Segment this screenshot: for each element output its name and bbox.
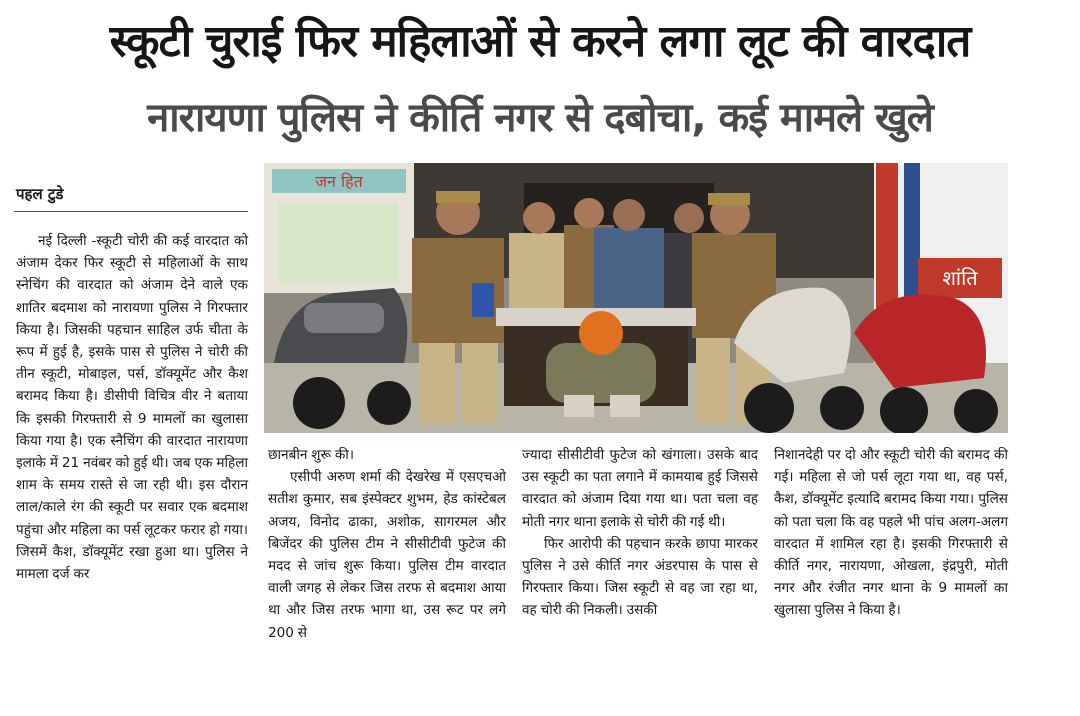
article-column-3 (522, 444, 758, 622)
paragraph: नई दिल्ली -स्कूटी चोरी की कई वारदात को अंजाम देकर फिर स्कूटी से महिलाओं के साथ स्नेचिंग की वारदात को अंजाम देने वाले एक शातिर बदमाश को नारायणा पुलिस ने गिरफ्तार किया है। जिसकी पहचान साहिल उर्फ चीता के रूप में हुई है, इसके पास से पुलिस ने चोरी की तीन स्कूटी, मोबाइल, पर्स, डॉक्यूमेंट और कैश बरामद किया है। डीसीपी विचित्र वीर ने बताया कि इसकी गिरफ्तारी से 9 मामलों का खुलासा किया गया है। एक स्नैचिंग की वारदात नारायणा इलाके में 21 नवंबर को हुई थी। जब एक महिला शाम के समय रास्ते से जा रही थी। इस दौरान लाल/काले रंग की स्कूटी पर सवार एक बदमाश पहुंचा और महिला का पर्स लूटकर फरार हो गया। जिसमें कैश, डॉक्यूमेंट रखा हुआ था। पुलिस ने मामला दर्ज कर (16, 233, 248, 583)
byline: पहल टुडे (16, 185, 64, 203)
article-column-2 (268, 444, 506, 644)
news-photo-police-with-accused-and-scooters-icon (264, 163, 1008, 433)
paragraph: ज्यादा सीसीटीवी फुटेज को खंगाला। उसके बाद उस स्कूटी का पता लगाने में कामयाब हुई जिससे वारदात को अंजाम दिया गया था। पता चला वह मोती नगर थाना इलाके से चोरी की गई थी। (522, 447, 758, 530)
article-column-1 (16, 230, 248, 585)
board-text: जन हित (315, 172, 363, 191)
paragraph: फिर आरोपी की पहचान करके छापा मारकर पुलिस ने उसे कीर्ति नगर अंडरपास के पास से गिरफ्तार किया। जिस स्कूटी से वह जा रहा था, वह चोरी की निकली। उसकी (522, 535, 758, 619)
paragraph: एसीपी अरुण शर्मा की देखरेख में एसएचओ सतीश कुमार, सब इंस्पेक्टर शुभम, हेड कांस्टेबल अजय, विनोद ढाका, अशोक, सागरमल और बिजेंदर की पुलिस टीम ने सीसीटीवी फुटेज की मदद से जांच शुरू किया। पुलिस टीम वारदात वाली जगह से लेकर जिस तरफ से बदमाश आया था और जिस तरफ भागा था, उस रूट पर लगे 200 से (268, 469, 506, 641)
byline-divider (14, 211, 248, 212)
news-photo (264, 163, 1008, 433)
paragraph: छानबीन शुरू की। (268, 447, 354, 463)
headline: स्कूटी चुराई फिर महिलाओं से करने लगा लूट की वारदात (109, 16, 971, 67)
subheadline: नारायणा पुलिस ने कीर्ति नगर से दबोचा, कई मामले खुले (147, 95, 933, 141)
banner-text: शांति (942, 266, 978, 290)
article-column-4 (774, 444, 1008, 622)
paragraph: निशानदेही पर दो और स्कूटी चोरी की बरामद की गई। महिला से जो पर्स लूटा गया था, वह पर्स, कैश, डॉक्यूमेंट इत्यादि बरामद किया गया। पुलिस को पता चला कि वह पहले भी पांच अलग-अलग वारदात में शामिल रहा है। इसकी गिरफ्तारी से कीर्ति नगर, नारायणा, ओखला, इंद्रपुरी, मोती नगर और रंजीत नगर थाना के 9 मामलों का खुलासा पुलिस ने किया है। (774, 447, 1008, 619)
